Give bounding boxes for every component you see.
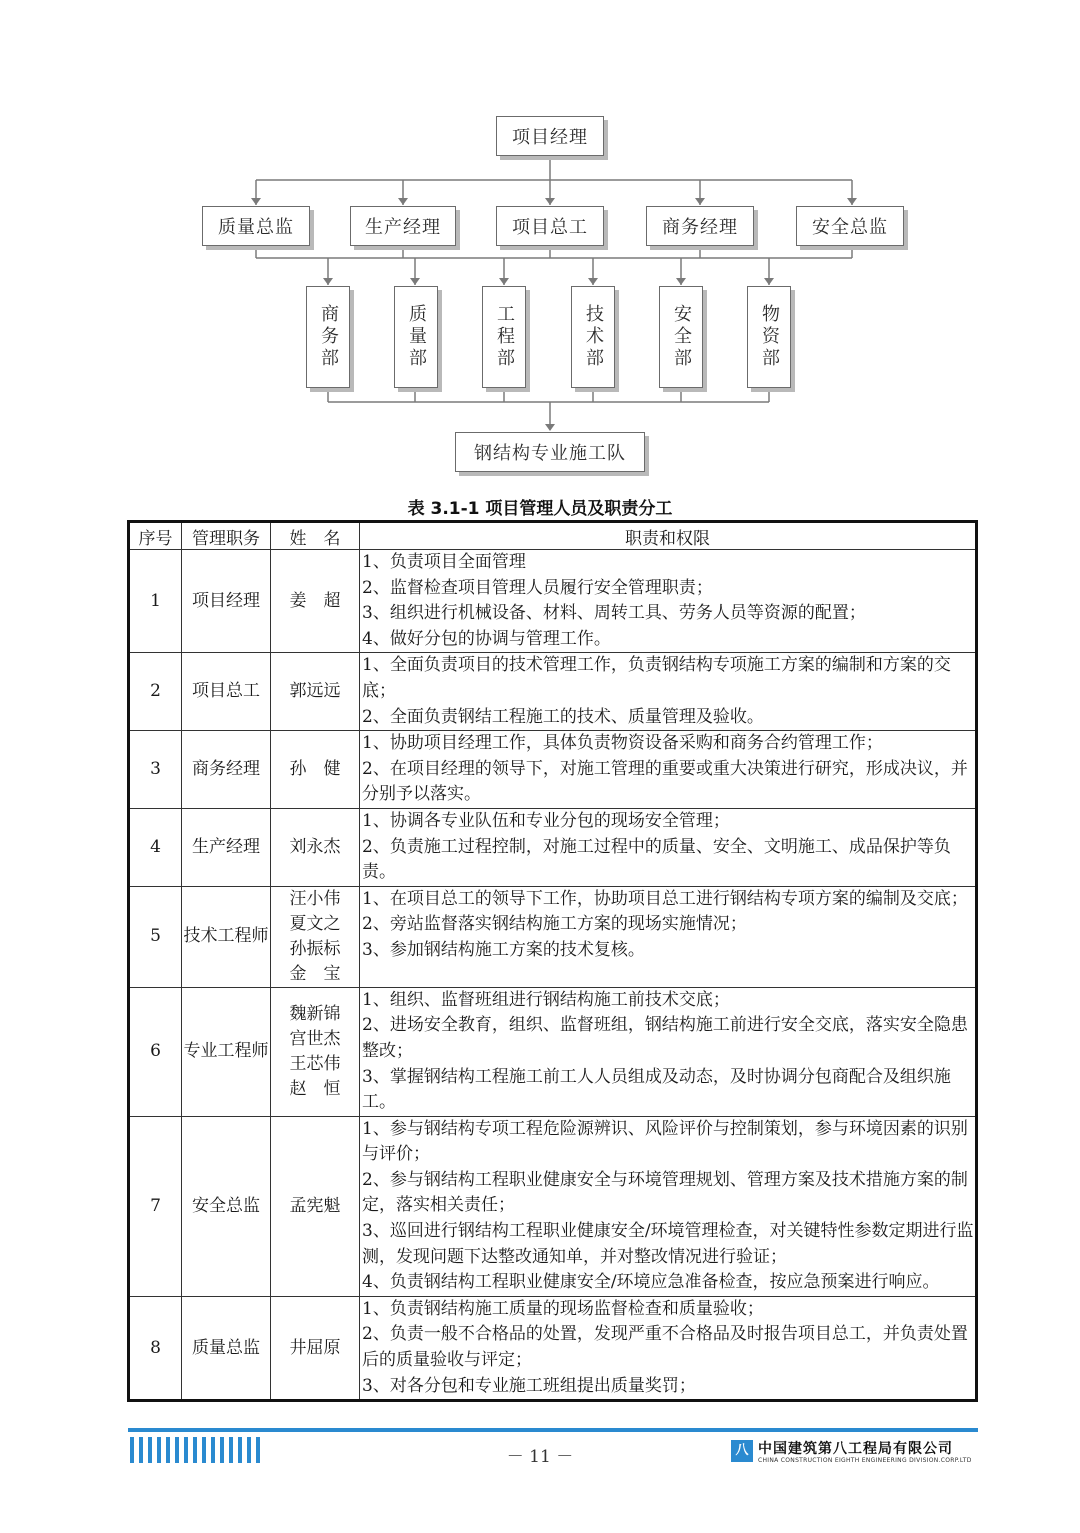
row-duties bbox=[360, 808, 977, 886]
header-duties: 职责和权限 bbox=[360, 522, 977, 550]
org-node-production-manager: 生产经理 bbox=[350, 206, 456, 246]
table-row bbox=[129, 653, 977, 731]
duty-item: 2、负责一般不合格品的处置，发现严重不合格品及时报告项目总工，并负责处置后的质量验收与评定； bbox=[362, 1324, 968, 1371]
org-node-steel-team: 钢结构专业施工队 bbox=[455, 432, 645, 472]
org-dept-business: 商务部 bbox=[306, 286, 350, 388]
header-role: 管理职务 bbox=[182, 522, 271, 550]
row-seq: 3 bbox=[129, 731, 182, 809]
row-name: 刘永杰 bbox=[271, 808, 360, 886]
row-duties bbox=[360, 731, 977, 809]
org-dept-technical: 技术部 bbox=[571, 286, 615, 388]
org-node-business-manager: 商务经理 bbox=[646, 206, 754, 246]
table-row bbox=[129, 886, 977, 987]
org-dept-safety: 安全部 bbox=[659, 286, 703, 388]
table-row bbox=[129, 1296, 977, 1400]
row-name: 井屈原 bbox=[271, 1296, 360, 1400]
row-name: 魏新锦 宫世杰 王芯伟 赵 恒 bbox=[271, 987, 360, 1116]
duty-table bbox=[127, 520, 978, 1402]
org-dept-quality: 质量部 bbox=[394, 286, 438, 388]
row-seq: 4 bbox=[129, 808, 182, 886]
org-dept-materials: 物资部 bbox=[747, 286, 791, 388]
row-role: 质量总监 bbox=[182, 1296, 271, 1400]
row-name: 孙 健 bbox=[271, 731, 360, 809]
duty-item: 2、在项目经理的领导下，对施工管理的重要或重大决策进行研究，形成决议，并分别予以落实。 bbox=[362, 758, 968, 805]
company-name: 中国建筑第八工程局有限公司 bbox=[758, 1441, 953, 1457]
duty-item: 4、做好分包的协调与管理工作。 bbox=[362, 628, 611, 649]
page-number: － 11 － bbox=[506, 1447, 574, 1467]
table-row bbox=[129, 987, 977, 1116]
row-seq: 7 bbox=[129, 1116, 182, 1296]
footer-rule bbox=[128, 1428, 978, 1432]
duty-item: 1、协调各专业队伍和专业分包的现场安全管理； bbox=[362, 810, 730, 831]
duty-item: 1、负责项目全面管理 bbox=[362, 552, 526, 572]
org-chart bbox=[0, 0, 1080, 490]
row-duties bbox=[360, 987, 977, 1116]
org-node-safety-director: 安全总监 bbox=[796, 206, 904, 246]
header-seq: 序号 bbox=[129, 522, 182, 550]
row-duties bbox=[360, 1296, 977, 1400]
table-row bbox=[129, 808, 977, 886]
row-role: 项目总工 bbox=[182, 653, 271, 731]
row-seq: 2 bbox=[129, 653, 182, 731]
table-body bbox=[129, 550, 977, 1401]
row-role: 项目经理 bbox=[182, 550, 271, 653]
duty-item: 3、巡回进行钢结构工程职业健康安全/环境管理检查，对关键特性参数定期进行监测，发现问题下达整改通知单，并对整改情况进行验证； bbox=[362, 1221, 974, 1267]
company-logo-icon: 八 bbox=[731, 1440, 753, 1462]
row-role: 安全总监 bbox=[182, 1116, 271, 1296]
duty-item: 3、对各分包和专业施工班组提出质量奖罚； bbox=[362, 1375, 696, 1396]
table-row bbox=[129, 1116, 977, 1296]
duty-item: 2、监督检查项目管理人员履行安全管理职责； bbox=[362, 577, 713, 598]
row-seq: 8 bbox=[129, 1296, 182, 1400]
row-seq: 6 bbox=[129, 987, 182, 1116]
row-duties bbox=[360, 1116, 977, 1296]
duty-item: 2、旁站监督落实钢结构施工方案的现场实施情况； bbox=[362, 914, 747, 935]
duty-item: 1、全面负责项目的技术管理工作，负责钢结构专项施工方案的编制和方案的交底； bbox=[362, 655, 951, 701]
row-duties bbox=[360, 550, 977, 653]
row-role: 专业工程师 bbox=[182, 987, 271, 1116]
row-duties bbox=[360, 653, 977, 731]
org-node-project-manager: 项目经理 bbox=[496, 116, 604, 156]
duty-item: 1、负责钢结构施工质量的现场监督检查和质量验收； bbox=[362, 1298, 764, 1319]
header-name: 姓 名 bbox=[271, 522, 360, 550]
duty-item: 1、组织、监督班组进行钢结构施工前技术交底； bbox=[362, 989, 730, 1010]
company-name-en: CHINA CONSTRUCTION EIGHTH ENGINEERING DIVISION.CORP.LTD bbox=[758, 1457, 972, 1464]
duty-item: 2、参与钢结构工程职业健康安全与环境管理规划、管理方案及技术措施方案的制定，落实相关责任； bbox=[362, 1169, 968, 1216]
row-role: 技术工程师 bbox=[182, 886, 271, 987]
row-role: 商务经理 bbox=[182, 731, 271, 809]
duty-item: 1、在项目总工的领导下工作，协助项目总工进行钢结构专项方案的编制及交底； bbox=[362, 888, 968, 909]
table-row bbox=[129, 550, 977, 653]
table-caption: 表 3.1-1 项目管理人员及职责分工 bbox=[407, 499, 673, 519]
duty-item: 3、组织进行机械设备、材料、周转工具、劳务人员等资源的配置； bbox=[362, 603, 866, 624]
duty-item: 3、参加钢结构施工方案的技术复核。 bbox=[362, 939, 645, 960]
duty-item: 3、掌握钢结构工程施工前工人人员组成及动态，及时协调分包商配合及组织施工。 bbox=[362, 1066, 951, 1113]
org-dept-engineering: 工程部 bbox=[482, 286, 526, 388]
duty-item: 2、全面负责钢结工程施工的技术、质量管理及验收。 bbox=[362, 706, 764, 727]
row-name: 郭远远 bbox=[271, 653, 360, 731]
org-node-chief-engineer: 项目总工 bbox=[496, 206, 604, 246]
row-name: 姜 超 bbox=[271, 550, 360, 653]
duty-item: 1、参与钢结构专项工程危险源辨识、风险评价与控制策划，参与环境因素的识别与评价； bbox=[362, 1118, 968, 1165]
org-node-quality-director: 质量总监 bbox=[202, 206, 310, 246]
duty-item: 4、负责钢结构工程职业健康安全/环境应急准备检查，按应急预案进行响应。 bbox=[362, 1272, 940, 1293]
duty-item: 1、协助项目经理工作，具体负责物资设备采购和商务合约管理工作； bbox=[362, 733, 883, 754]
table-header-row bbox=[129, 522, 977, 550]
table-row bbox=[129, 731, 977, 809]
row-duties bbox=[360, 886, 977, 987]
duty-item: 2、进场安全教育，组织、监督班组，钢结构施工前进行安全交底，落实安全隐患整改； bbox=[362, 1015, 968, 1061]
row-seq: 1 bbox=[129, 550, 182, 653]
row-role: 生产经理 bbox=[182, 808, 271, 886]
duty-item: 2、负责施工过程控制，对施工过程中的质量、安全、文明施工、成品保护等负责。 bbox=[362, 836, 951, 883]
row-name: 汪小伟 夏文之 孙振标 金 宝 bbox=[271, 886, 360, 987]
row-seq: 5 bbox=[129, 886, 182, 987]
row-name: 孟宪魁 bbox=[271, 1116, 360, 1296]
